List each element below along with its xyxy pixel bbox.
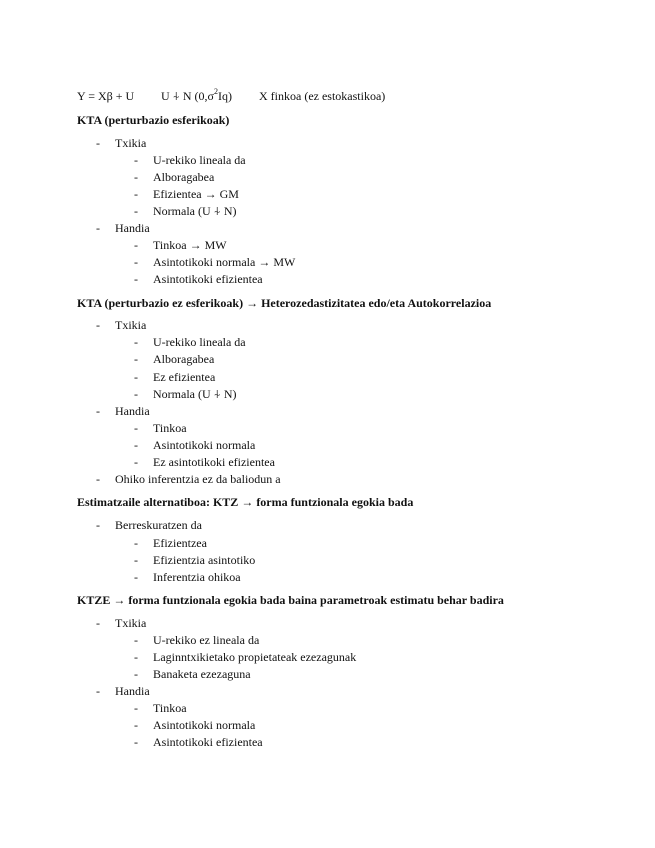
section-heading: Estimatzaile alternatiboa: KTZ → forma funtzionala egokia bada: [77, 495, 414, 509]
formula-assumption: X finkoa (ez estokastikoa): [259, 89, 386, 103]
formula-equation: Y = Xβ + U: [77, 89, 135, 103]
section-heading: KTA (perturbazio ez esferikoak) → Heterozedastizitatea edo/eta Autokorrelazioa: [77, 296, 492, 310]
section-heading: KTZE → forma funtzionala egokia bada baina parametroak estimatu behar badira: [77, 593, 504, 607]
section-heading: KTA (perturbazio esferikoak): [77, 113, 230, 127]
document-page: Y = Xβ + U U ⍭ N $(0,\sigma^2Iq)$ X finkoa (ez estokastikoa) KTA (perturbazio esferikoak) - Txikia - U-rekiko lineala da - Alboragabea - Efizientea → GM - Normala (U ⍭ N) - Handia - Tinkoa → MW - Asintotikoki normala → MW - Asintotikoki efizientea KTA (perturbazio ez esferikoak) → Heterozedastizitatea edo/eta Autokorrelazioa - Txikia - U-rekiko lineala da - Alboragabea - Ez efizientea - Normala (U ⍭ N) - Handia - Tinkoa - Asintotikoki normala - Ez asintotikoki efizientea - Ohiko inferentzia ez da baliodun a Estimatzaile alternatiboa: KTZ → forma funtzionala egokia bada - Berreskuratzen da - Efizientzea - Efizientzia asintotiko - Inferentzia ohikoa KTZE → forma funtzionala egokia bada baina parametroak estimatu behar badira - Txikia - U-rekiko ez lineala da - Laginntxikietako propietateak ezezagunak - Banaketa ezezaguna - Handia - Tinkoa - Asintotikoki normala - Asintotikoki efizientea: [77, 87, 504, 749]
formula-distribution: U ⍭ N $(0,\sigma^2Iq)$: [161, 87, 232, 103]
